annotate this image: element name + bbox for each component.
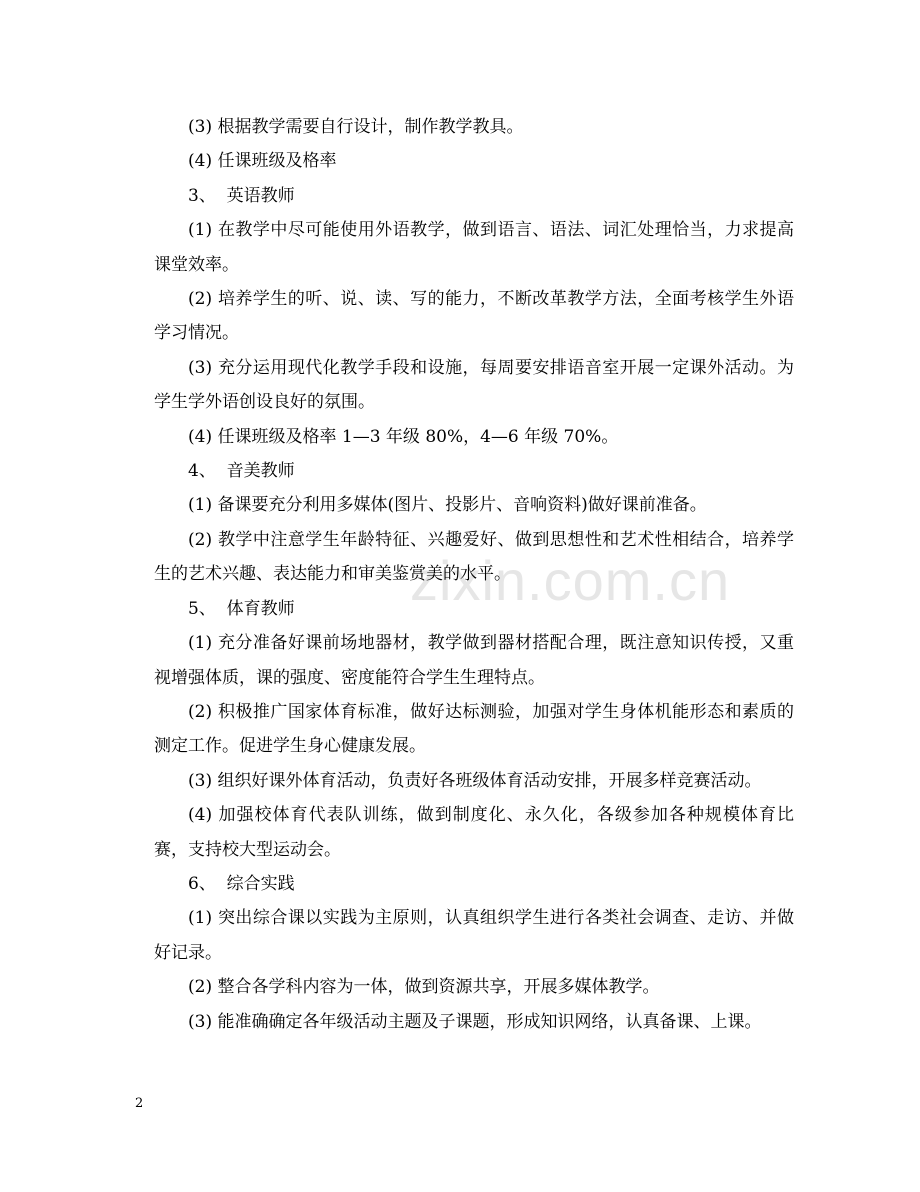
paragraph: (2) 教学中注意学生年龄特征、兴趣爱好、做到思想性和艺术性相结合，培养学生的艺术兴趣、表达能力和审美鉴赏美的水平。 — [154, 529, 794, 585]
paragraph: (2) 整合各学科内容为一体，做到资源共享，开展多媒体教学。 — [188, 977, 660, 998]
paragraph: (2) 积极推广国家体育标准，做好达标测验，加强对学生身体机能形态和素质的测定工作。促进学生身心健康发展。 — [154, 701, 794, 757]
section-heading: 3、 英语教师 — [188, 185, 295, 206]
paragraph: (3) 能准确确定各年级活动主题及子课题，形成知识网络，认真备课、上课。 — [188, 1011, 762, 1032]
paragraph: (4) 任课班级及格率 1—3 年级 80%，4—6 年级 70%。 — [188, 426, 619, 447]
page-body — [154, 110, 794, 1039]
paragraph: (1) 备课要充分利用多媒体(图片、投影片、音响资料)做好课前准备。 — [188, 495, 707, 516]
paragraph: (1) 充分准备好课前场地器材，教学做到器材搭配合理，既注意知识传授，又重视增强体质，课的强度、密度能符合学生生理特点。 — [154, 633, 794, 688]
watermark: zixin.com.cn — [410, 549, 731, 612]
section-heading: 5、 体育教师 — [188, 598, 295, 619]
paragraph: (3) 组织好课外体育活动，负责好各班级体育活动安排，开展多样竞赛活动。 — [188, 770, 762, 791]
paragraph: (1) 突出综合课以实践为主原则，认真组织学生进行各类社会调查、走访、并做好记录。 — [154, 908, 794, 963]
section-heading: 6、 综合实践 — [188, 873, 295, 894]
paragraph: (4) 任课班级及格率 — [188, 151, 337, 172]
paragraph: (3) 充分运用现代化教学手段和设施，每周要安排语音室开展一定课外活动。为学生学外语创设良好的氛围。 — [154, 357, 794, 413]
section-heading: 4、 音美教师 — [188, 461, 295, 482]
paragraph: (3) 根据教学需要自行设计，制作教学教具。 — [188, 117, 524, 137]
paragraph: (2) 培养学生的听、说、读、写的能力，不断改革教学方法，全面考核学生外语学习情况。 — [154, 289, 794, 344]
paragraph: (4) 加强校体育代表队训练，做到制度化、永久化，各级参加各种规模体育比赛，支持校大型运动会。 — [154, 805, 794, 860]
page-number: 2 — [135, 1096, 144, 1111]
paragraph: (1) 在教学中尽可能使用外语教学，做到语言、语法、词汇处理恰当，力求提高课堂效率。 — [154, 220, 794, 275]
